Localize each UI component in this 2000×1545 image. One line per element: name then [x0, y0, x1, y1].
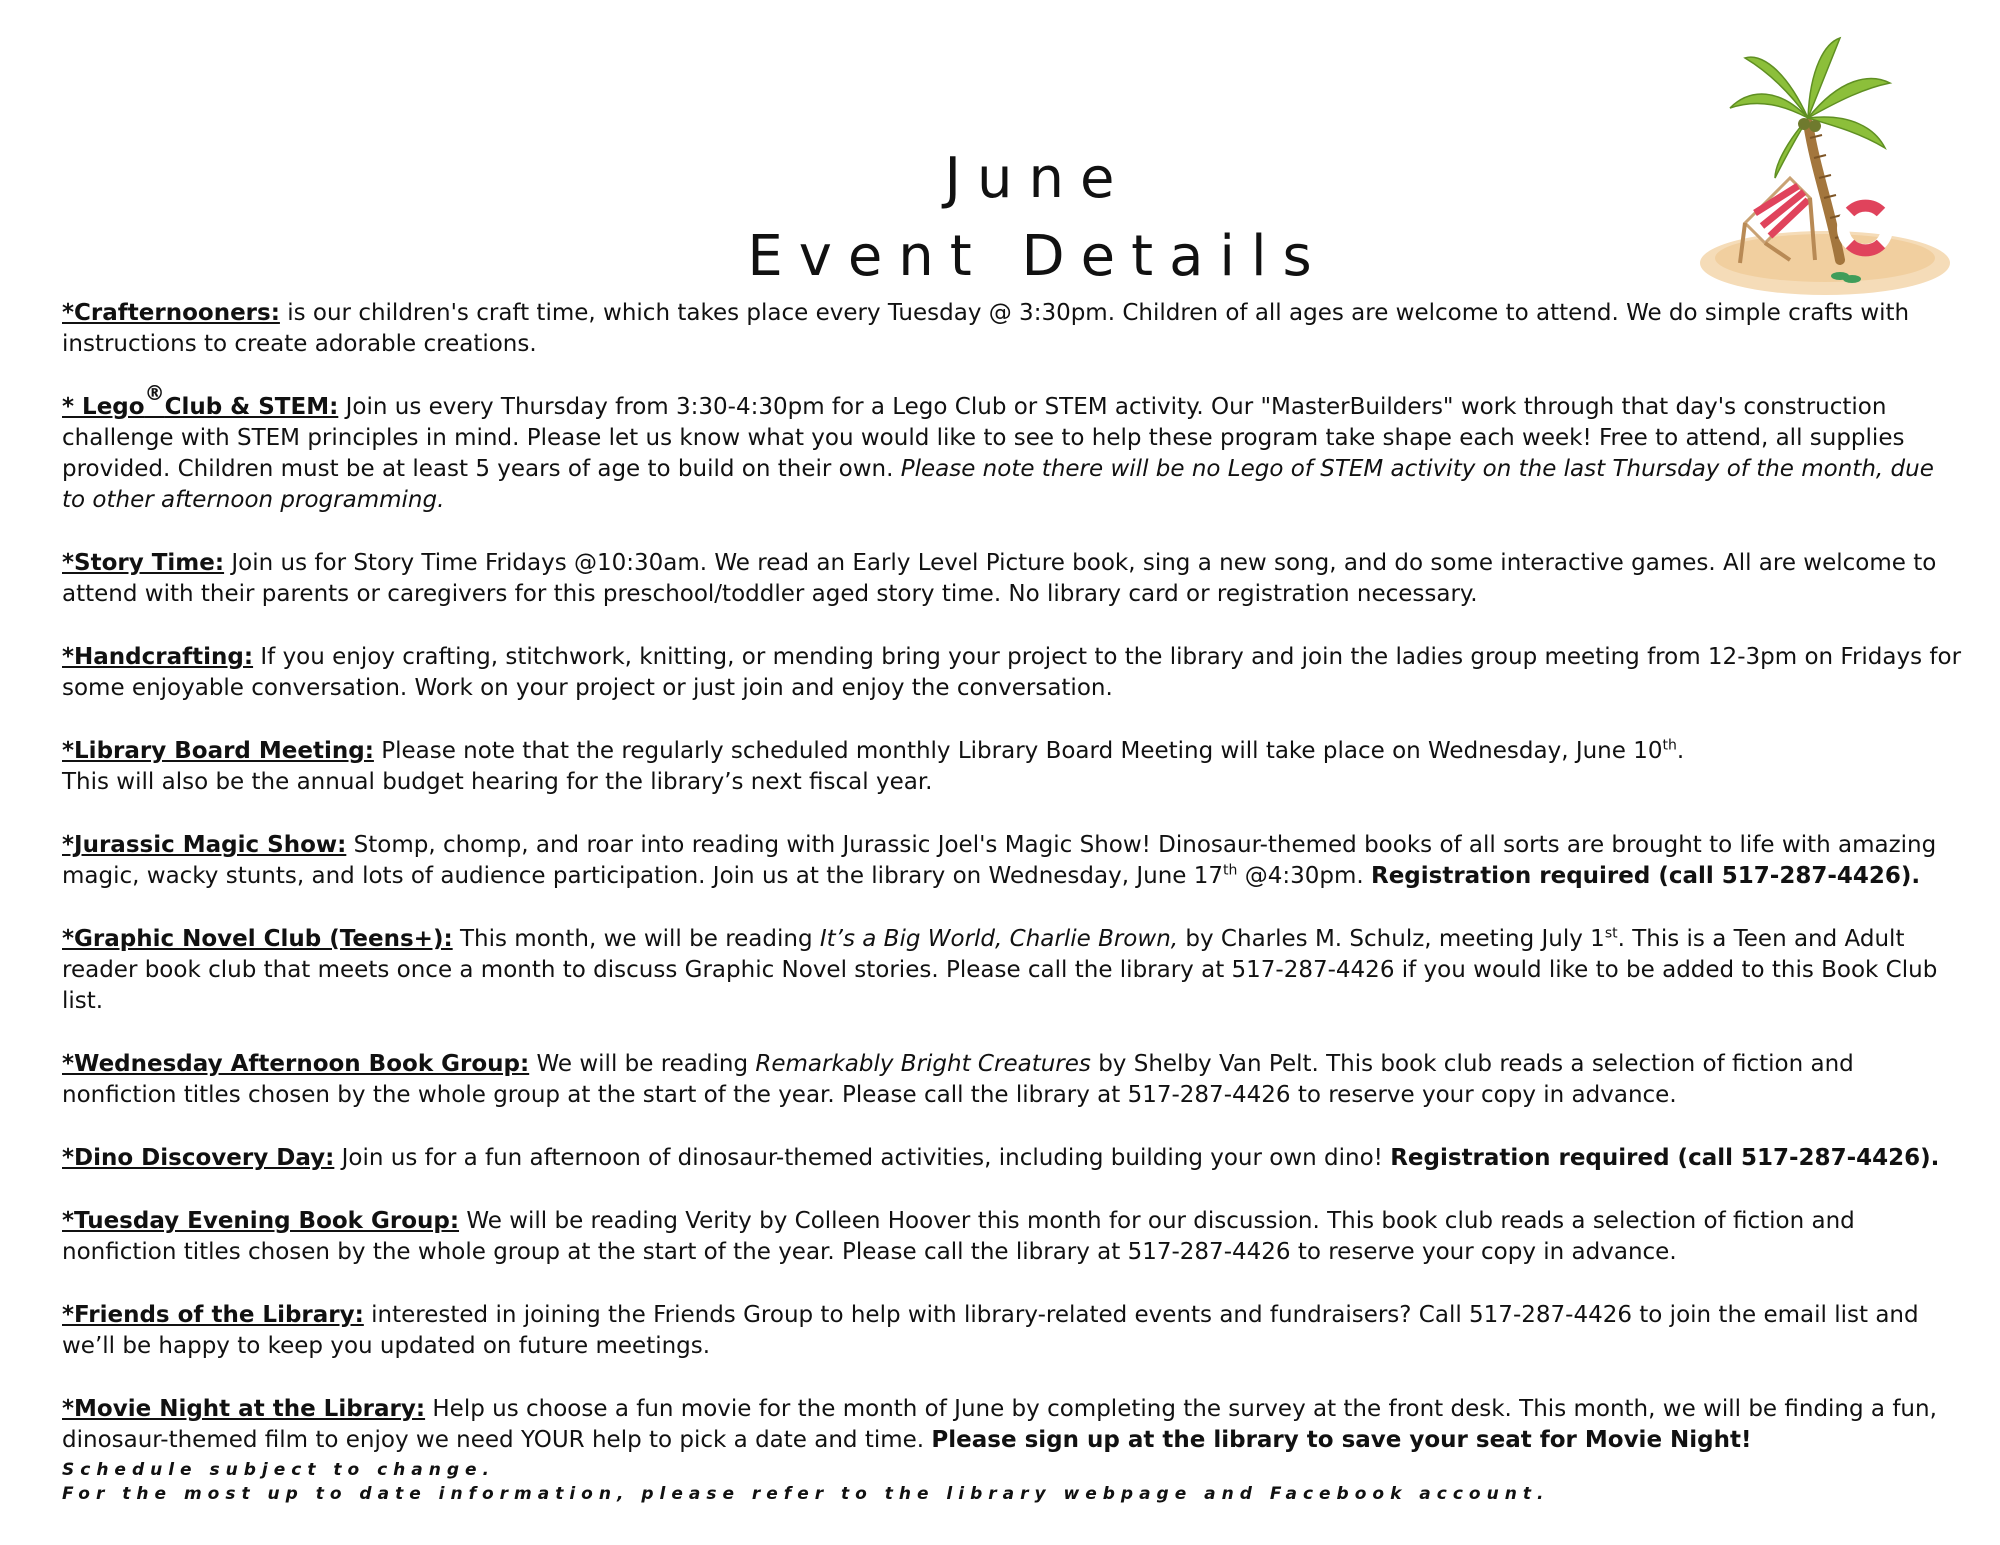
event-label: *Tuesday Evening Book Group:: [62, 1208, 460, 1234]
event-list: [62, 298, 1962, 1488]
event-text: We will be reading Verity by Colleen Hoover this month for our discussion. This book club reads a selection of fiction and nonfiction titles chosen by the whole group at the start of the year. Please call the library at 517-287-4426 to reserve your copy in advance.: [62, 1208, 1855, 1265]
event-text: Stomp, chomp, and roar into reading with Jurassic Joel's Magic Show! Dinosaur-themed books of all sorts are brought to life with amazing magic, wacky stunts, and lots of audience participation. Join us at the library on Wednesday, June 17: [62, 832, 1937, 889]
registered-mark: ®: [144, 381, 165, 405]
event-label: *Handcrafting:: [62, 644, 254, 670]
book-title: It’s a Big World, Charlie Brown,: [819, 926, 1179, 952]
event-friends-of-library: [62, 1300, 1962, 1362]
event-note: Please note there will be no Lego of STEM activity on the last Thursday of the month, due to other afternoon programming.: [62, 456, 1934, 513]
event-label: *Friends of the Library:: [62, 1302, 364, 1328]
registration-note: Registration required (call 517-287-4426).: [1390, 1145, 1940, 1171]
event-graphic-novel-club: [62, 924, 1962, 1017]
ordinal-suffix: st: [1604, 925, 1618, 942]
event-label: *Movie Night at the Library:: [62, 1396, 426, 1422]
event-text: This month, we will be reading: [452, 926, 820, 952]
footer-line-info: For the most up to date information, please refer to the library webpage and Facebook account.: [62, 1484, 1550, 1504]
event-handcrafting: [62, 642, 1962, 704]
title-event-details: Event Details: [747, 224, 1328, 289]
event-text: Help us choose a fun movie for the month of June by completing the survey at the front desk. This month, we will be finding a fun, dinosaur-themed film to enjoy we need YOUR help to pick a date and time.: [62, 1396, 1937, 1453]
footer-disclaimer: [62, 1458, 1962, 1506]
event-text-line2: This will also be the annual budget hearing for the library’s next fiscal year.: [62, 769, 933, 795]
event-label: *Crafternooners:: [62, 300, 280, 326]
event-text-author: by Charles M. Schulz, meeting July 1: [1178, 926, 1605, 952]
event-text: Please note that the regularly scheduled monthly Library Board Meeting will take place on Wednesday, June 10: [373, 738, 1663, 764]
event-dino-discovery-day: [62, 1143, 1962, 1174]
event-jurassic-magic-show: [62, 830, 1962, 892]
event-movie-night: [62, 1394, 1962, 1456]
event-text-end: . This is a Teen and Adult reader book club that meets once a month to discuss Graphic Novel stories. Please call the library at 517-287-4426 if you would like to be added to this Book Club list.: [62, 926, 1938, 1014]
ordinal-suffix: th: [1223, 862, 1238, 879]
event-library-board-meeting: [62, 736, 1962, 798]
coconut: [1798, 118, 1810, 130]
event-text-end: by Shelby Van Pelt. This book club reads a selection of fiction and nonfiction titles chosen by the whole group at the start of the year. Please call the library at 517-287-4426 to reserve your copy in advance.: [62, 1051, 1854, 1108]
event-text: Join us for Story Time Fridays @10:30am. We read an Early Level Picture book, sing a new song, and do some interactive games. All are welcome to attend with their parents or caregivers for this preschool/toddler aged story time. No library card or registration necessary.: [62, 550, 1937, 607]
event-wednesday-book-group: [62, 1049, 1962, 1111]
beach-palm-illustration: [1690, 28, 1955, 303]
event-text: We will be reading: [529, 1051, 756, 1077]
event-label: *Jurassic Magic Show:: [62, 832, 347, 858]
event-text: Join us every Thursday from 3:30-4:30pm for a Lego Club or STEM activity. Our "MasterBuilders" work through that day's construction challenge with STEM principles in mind. Please let us know what you would like to see to help these program take shape each week! Free to attend, all supplies provided. Children must be at least 5 years of age to build on their own.: [62, 394, 1905, 482]
event-text: Join us for a fun afternoon of dinosaur-themed activities, including building your own dino!: [334, 1145, 1391, 1171]
event-label: *Library Board Meeting:: [62, 738, 374, 764]
event-label: [62, 381, 339, 420]
event-text: If you enjoy crafting, stitchwork, knitting, or mending bring your project to the library and join the ladies group meeting from 12-3pm on Fridays for some enjoyable conversation. Work on your project or just join and enjoy the conversation.: [62, 644, 1962, 701]
signup-note: Please sign up at the library to save your seat for Movie Night!: [931, 1427, 1752, 1453]
title-month: June: [944, 146, 1131, 211]
event-label: *Dino Discovery Day:: [62, 1145, 335, 1171]
registration-note: Registration required (call 517-287-4426).: [1370, 863, 1921, 889]
event-text: is our children's craft time, which takes place every Tuesday @ 3:30pm. Children of all ages are welcome to attend. We do simple crafts with instructions to create adorable creations.: [62, 300, 1910, 357]
event-label-prefix: * Lego: [62, 394, 145, 420]
event-text-time: @4:30pm.: [1237, 863, 1371, 889]
ordinal-suffix: th: [1662, 737, 1677, 754]
event-label-suffix: Club & STEM:: [164, 394, 339, 420]
book-title: Remarkably Bright Creatures: [755, 1051, 1091, 1077]
event-tuesday-book-group: [62, 1206, 1962, 1268]
event-label: *Story Time:: [62, 550, 225, 576]
event-label: *Wednesday Afternoon Book Group:: [62, 1051, 530, 1077]
event-story-time: [62, 548, 1962, 610]
event-lego-club-stem: [62, 381, 1962, 516]
event-crafternooners: [62, 298, 1962, 360]
event-text-end: .: [1676, 738, 1685, 764]
event-text: interested in joining the Friends Group to help with library-related events and fundraisers? Call 517-287-4426 to join the email list and we’ll be happy to keep you updated on future meetings.: [62, 1302, 1919, 1359]
event-label: *Graphic Novel Club (Teens+):: [62, 926, 453, 952]
footer-line-schedule: Schedule subject to change.: [62, 1460, 496, 1480]
